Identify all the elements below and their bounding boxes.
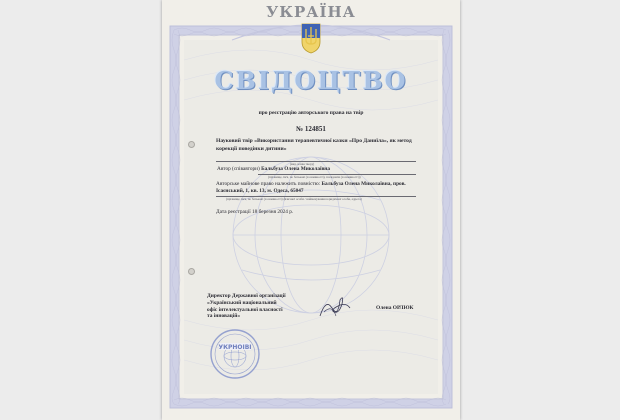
work-caption: (вид, назва твору)	[290, 162, 315, 166]
director-block	[207, 293, 327, 320]
owner-address: Ісаєнський, 1, кв. 13, м. Одеса, 65047	[216, 188, 304, 194]
date-label: Дата реєстрації	[216, 209, 251, 215]
director-line-3: офіс інтелектуальної власності	[207, 306, 283, 313]
certificate-title: СВІДОЦТВО	[214, 66, 408, 95]
owner-address-row	[216, 188, 304, 195]
owner-row	[216, 181, 416, 188]
director-line-2: «Український національний	[207, 299, 277, 306]
work-line-1: Науковий твір «Використання терапевтичної казки «Про Даниїла», як метод	[216, 138, 412, 144]
work-underline	[216, 161, 416, 162]
owner-label: Авторське майнове право належить повністю:	[216, 181, 321, 187]
country-header: УКРАЇНА	[266, 3, 356, 21]
stamp-seal-icon	[209, 328, 261, 380]
stamp-text: УКРНОІВІ	[218, 344, 252, 351]
binder-hole-icon	[188, 141, 195, 148]
work-description	[216, 138, 416, 153]
certificate-document	[162, 0, 460, 420]
certificate-number: № 124851	[296, 125, 326, 133]
owner-text: Бальбуза Олена Миколаївна, пров.	[321, 181, 406, 187]
signer-name: Олена ОРЛЮК	[376, 305, 414, 311]
date-value: 18 березня 2024 р.	[252, 209, 294, 215]
director-line-1: Директор Державної організації	[207, 293, 286, 299]
author-name: Бальбуза Олена Миколаївна	[261, 166, 331, 172]
trident-emblem-icon	[300, 22, 322, 54]
signature-icon	[314, 290, 354, 322]
certificate-subtitle: про реєстрацію авторського права на твір	[258, 110, 364, 116]
guilloche-background	[162, 0, 460, 420]
binder-hole-icon	[188, 268, 195, 275]
author-caption: (прізвище, ім'я, по батькові (за наявності), псевдонім (за наявності))	[268, 175, 361, 179]
author-label: Автор (співавтори)	[217, 166, 260, 172]
owner-caption: (прізвище, ім'я, по батькові (за наявності) фізичної особи / найменування юридичної особи, адреса)	[226, 197, 362, 201]
registration-date-row	[216, 209, 293, 216]
work-line-2: корекції поведінки дитини»	[216, 145, 287, 152]
director-line-4: та інновацій»	[207, 313, 241, 320]
author-row	[217, 166, 330, 173]
